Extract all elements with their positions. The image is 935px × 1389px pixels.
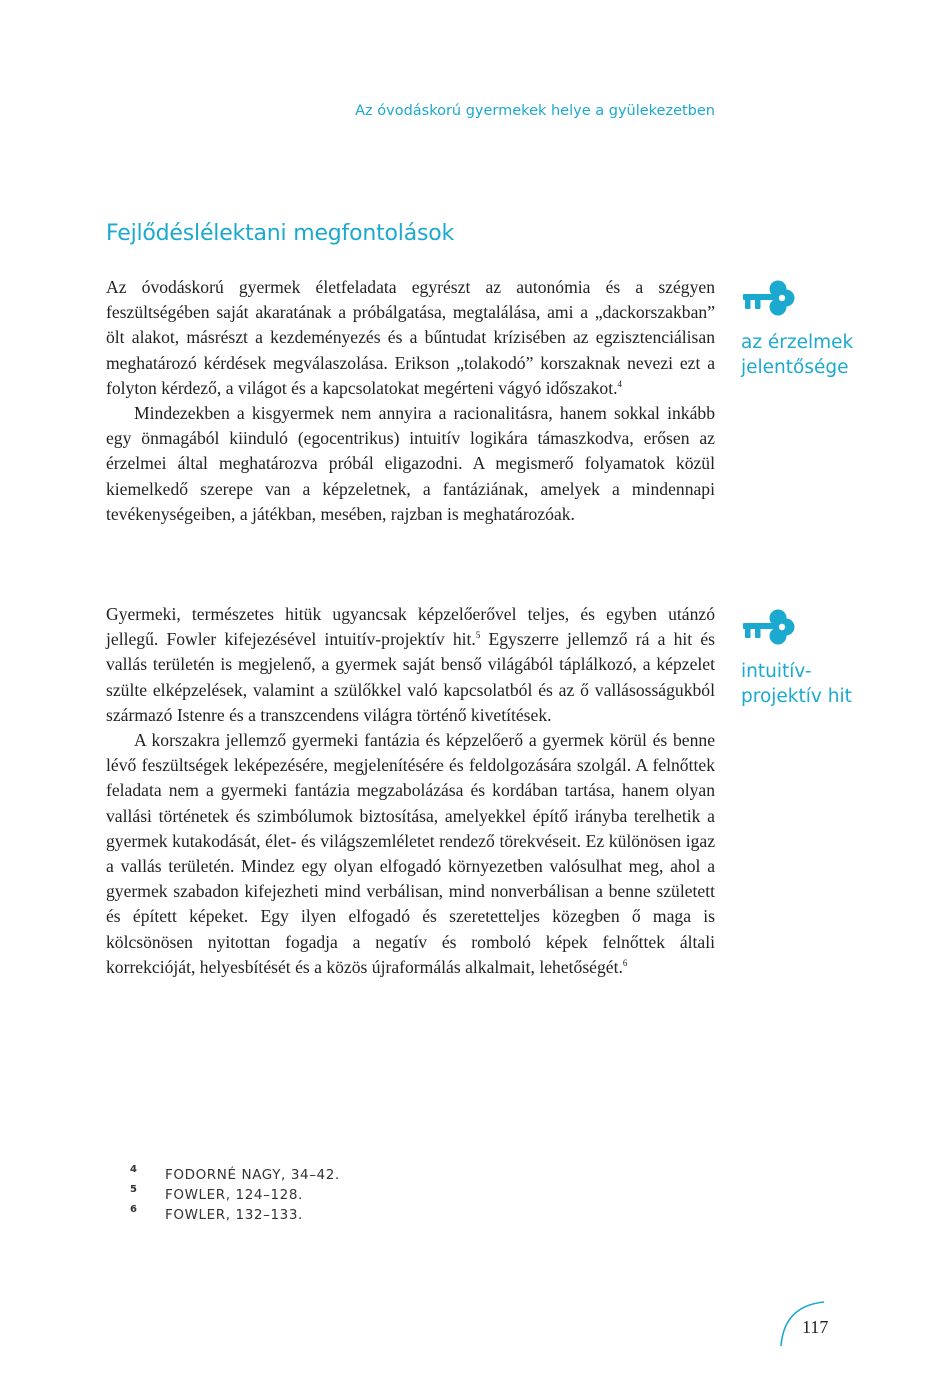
footnote-ref[interactable]: 5 [475, 630, 481, 641]
page-number: 117 [802, 1317, 829, 1337]
footnote-text: FOWLER, 132–133. [165, 1207, 303, 1223]
side-note-emotions [741, 279, 921, 380]
footnote-ref[interactable]: 6 [622, 957, 628, 968]
side-note-intuitive-faith [741, 608, 921, 709]
paragraph [106, 728, 715, 980]
footnote-number: 4 [130, 1164, 137, 1175]
paragraph-text: A korszakra jellemző gyermeki fantázia és képzelőerő a gyermek körül és benne lévő feszültségek leképezésére, megjelenítésére és feldolgozására szolgál. A felnőttek feladata nem a gyermeki fantázia megzabolázása és kordában tartása, hanem olyan vallási történetek és szimbólumok biztosítása, amelyekkel építő irányba terelhetik a gyermek kutakodását, élet- és világszemléletet rendező törekvéseit. Ez különösen igaz a vallás területén. Mindez egy olyan elfogadó környezetben valósulhat meg, ahol a gyermek szabadon kifejezheti mind verbálisan, mind nonverbálisan a benne született és épített képeket. Egy ilyen elfogadó és szeretetteljes közegben ő maga is kölcsönösen nyitottan fogadja a negatív és romboló képek felnőttek általi korrekcióját, helyesbítését és a közös újraformálás alkalmait, lehetőségét. [106, 730, 715, 977]
running-header: Az óvodáskorú gyermekek helye a gyülekezetben [355, 103, 715, 119]
side-note-label: az érzelmek jelentősége [741, 332, 854, 378]
page-number-area [776, 1300, 836, 1348]
footnote-ref[interactable]: 4 [617, 378, 623, 389]
section-title: Fejlődéslélektani megfontolások [106, 221, 455, 246]
paragraph [106, 275, 715, 401]
key-icon [741, 608, 921, 646]
side-note-label: intuitív- projektív hit [741, 661, 852, 707]
text-block-2 [106, 602, 715, 980]
key-icon [741, 279, 921, 317]
paragraph: Mindezekben a kisgyermek nem annyira a racionalitásra, hanem sokkal inkább egy önmagából kiinduló (egocentrikus) intuitív logikára támaszkodva, erősen az érzelmei által meghatározva próbál eligazodni. A megismerő folyamatok közül kiemelkedő szerepe van a képzeletnek, a fantáziának, amelyek a mindennapi tevékenységeiben, a játékban, mesében, rajzban is meghatározóak. [106, 403, 715, 524]
footnote-number: 6 [130, 1204, 137, 1215]
text-block-1 [106, 275, 715, 527]
paragraph [106, 602, 715, 728]
footnote-text: FOWLER, 124–128. [165, 1187, 303, 1203]
footnote-number: 5 [130, 1184, 137, 1195]
footnote-text: FODORNÉ NAGY, 34–42. [165, 1167, 340, 1183]
paragraph-text: Gyermeki, természetes hitük ugyancsak képzelőerővel teljes, és egyben utánzó jellegű. Fowler kifejezésével intuitív-projektív hit. [106, 604, 715, 650]
paragraph-text: Az óvodáskorú gyermek életfeladata egyrészt az autonómia és a szégyen feszültségében saját akaratának a próbálgatása, megtalálása, ami a „dackorszakban” ölt alakot, másrészt a kezdeményezés és a bűntudat krízisében az egzisztenciálisan meghatározó kérdések megválaszolása. Erikson „tolakodó” korszaknak nevezi ezt a folyton kérdező, a világot és a kapcsolatokat megérteni vágyó időszakot. [106, 277, 715, 398]
paragraph-text: Egyszerre jellemző rá a hit és vallás területén is megjelenő, a gyermek saját benső világából táplálkozó, a képzelet szülte elképzelések, valamint a szülőkkel való kapcsolatból és az ő vallásosságukból származó Istenre és a transzcendens világra történő kivetítések. [106, 629, 715, 725]
